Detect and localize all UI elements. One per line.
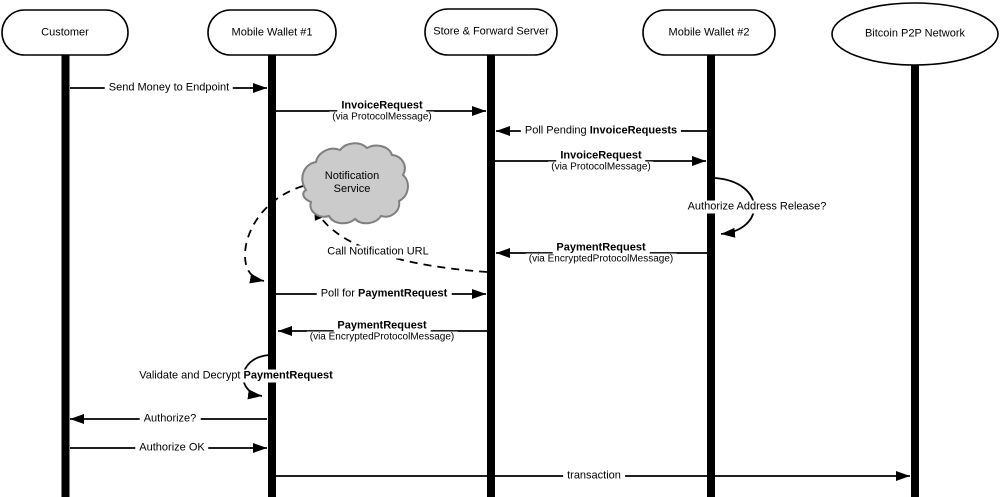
bitcoin-p2p-label: Bitcoin P2P Network — [864, 27, 966, 40]
payment-request-to-server-label: PaymentRequest (via EncryptedProtocolMessage) — [526, 242, 677, 265]
mobile-wallet-2-lifeline — [707, 54, 715, 497]
transaction-label: transaction — [563, 470, 625, 483]
poll-pending-invoice-label: Poll Pending InvoiceRequests — [521, 125, 681, 138]
payment-request-to-wallet1-label: PaymentRequest (via EncryptedProtocolMessage) — [307, 320, 458, 343]
customer-lifeline — [62, 54, 70, 497]
authorize-ok-label: Authorize OK — [135, 442, 208, 455]
mobile-wallet-2-label: Mobile Wallet #2 — [668, 26, 750, 39]
send-money-label: Send Money to Endpoint — [105, 82, 233, 95]
authorize-address-release-label: Authorize Address Release? — [684, 201, 831, 214]
authorize-question-label: Authorize? — [140, 413, 201, 426]
bitcoin-p2p-lifeline — [911, 63, 919, 497]
invoice-request-2-label: InvoiceRequest (via ProtocolMessage) — [548, 150, 653, 173]
store-forward-server-label: Store & Forward Server — [433, 25, 549, 38]
validate-decrypt-label: Validate and Decrypt PaymentRequest — [135, 370, 337, 383]
call-notification-url-label: Call Notification URL — [323, 246, 432, 259]
mobile-wallet-1-label: Mobile Wallet #1 — [231, 26, 313, 39]
mobile-wallet-1-lifeline — [268, 54, 276, 497]
notification-service-label: Notification Service — [324, 170, 380, 195]
customer-label: Customer — [41, 26, 89, 39]
invoice-request-1-label: InvoiceRequest (via ProtocolMessage) — [329, 100, 434, 123]
poll-for-payment-request-label: Poll for PaymentRequest — [317, 288, 452, 301]
store-forward-server-lifeline — [487, 53, 495, 497]
